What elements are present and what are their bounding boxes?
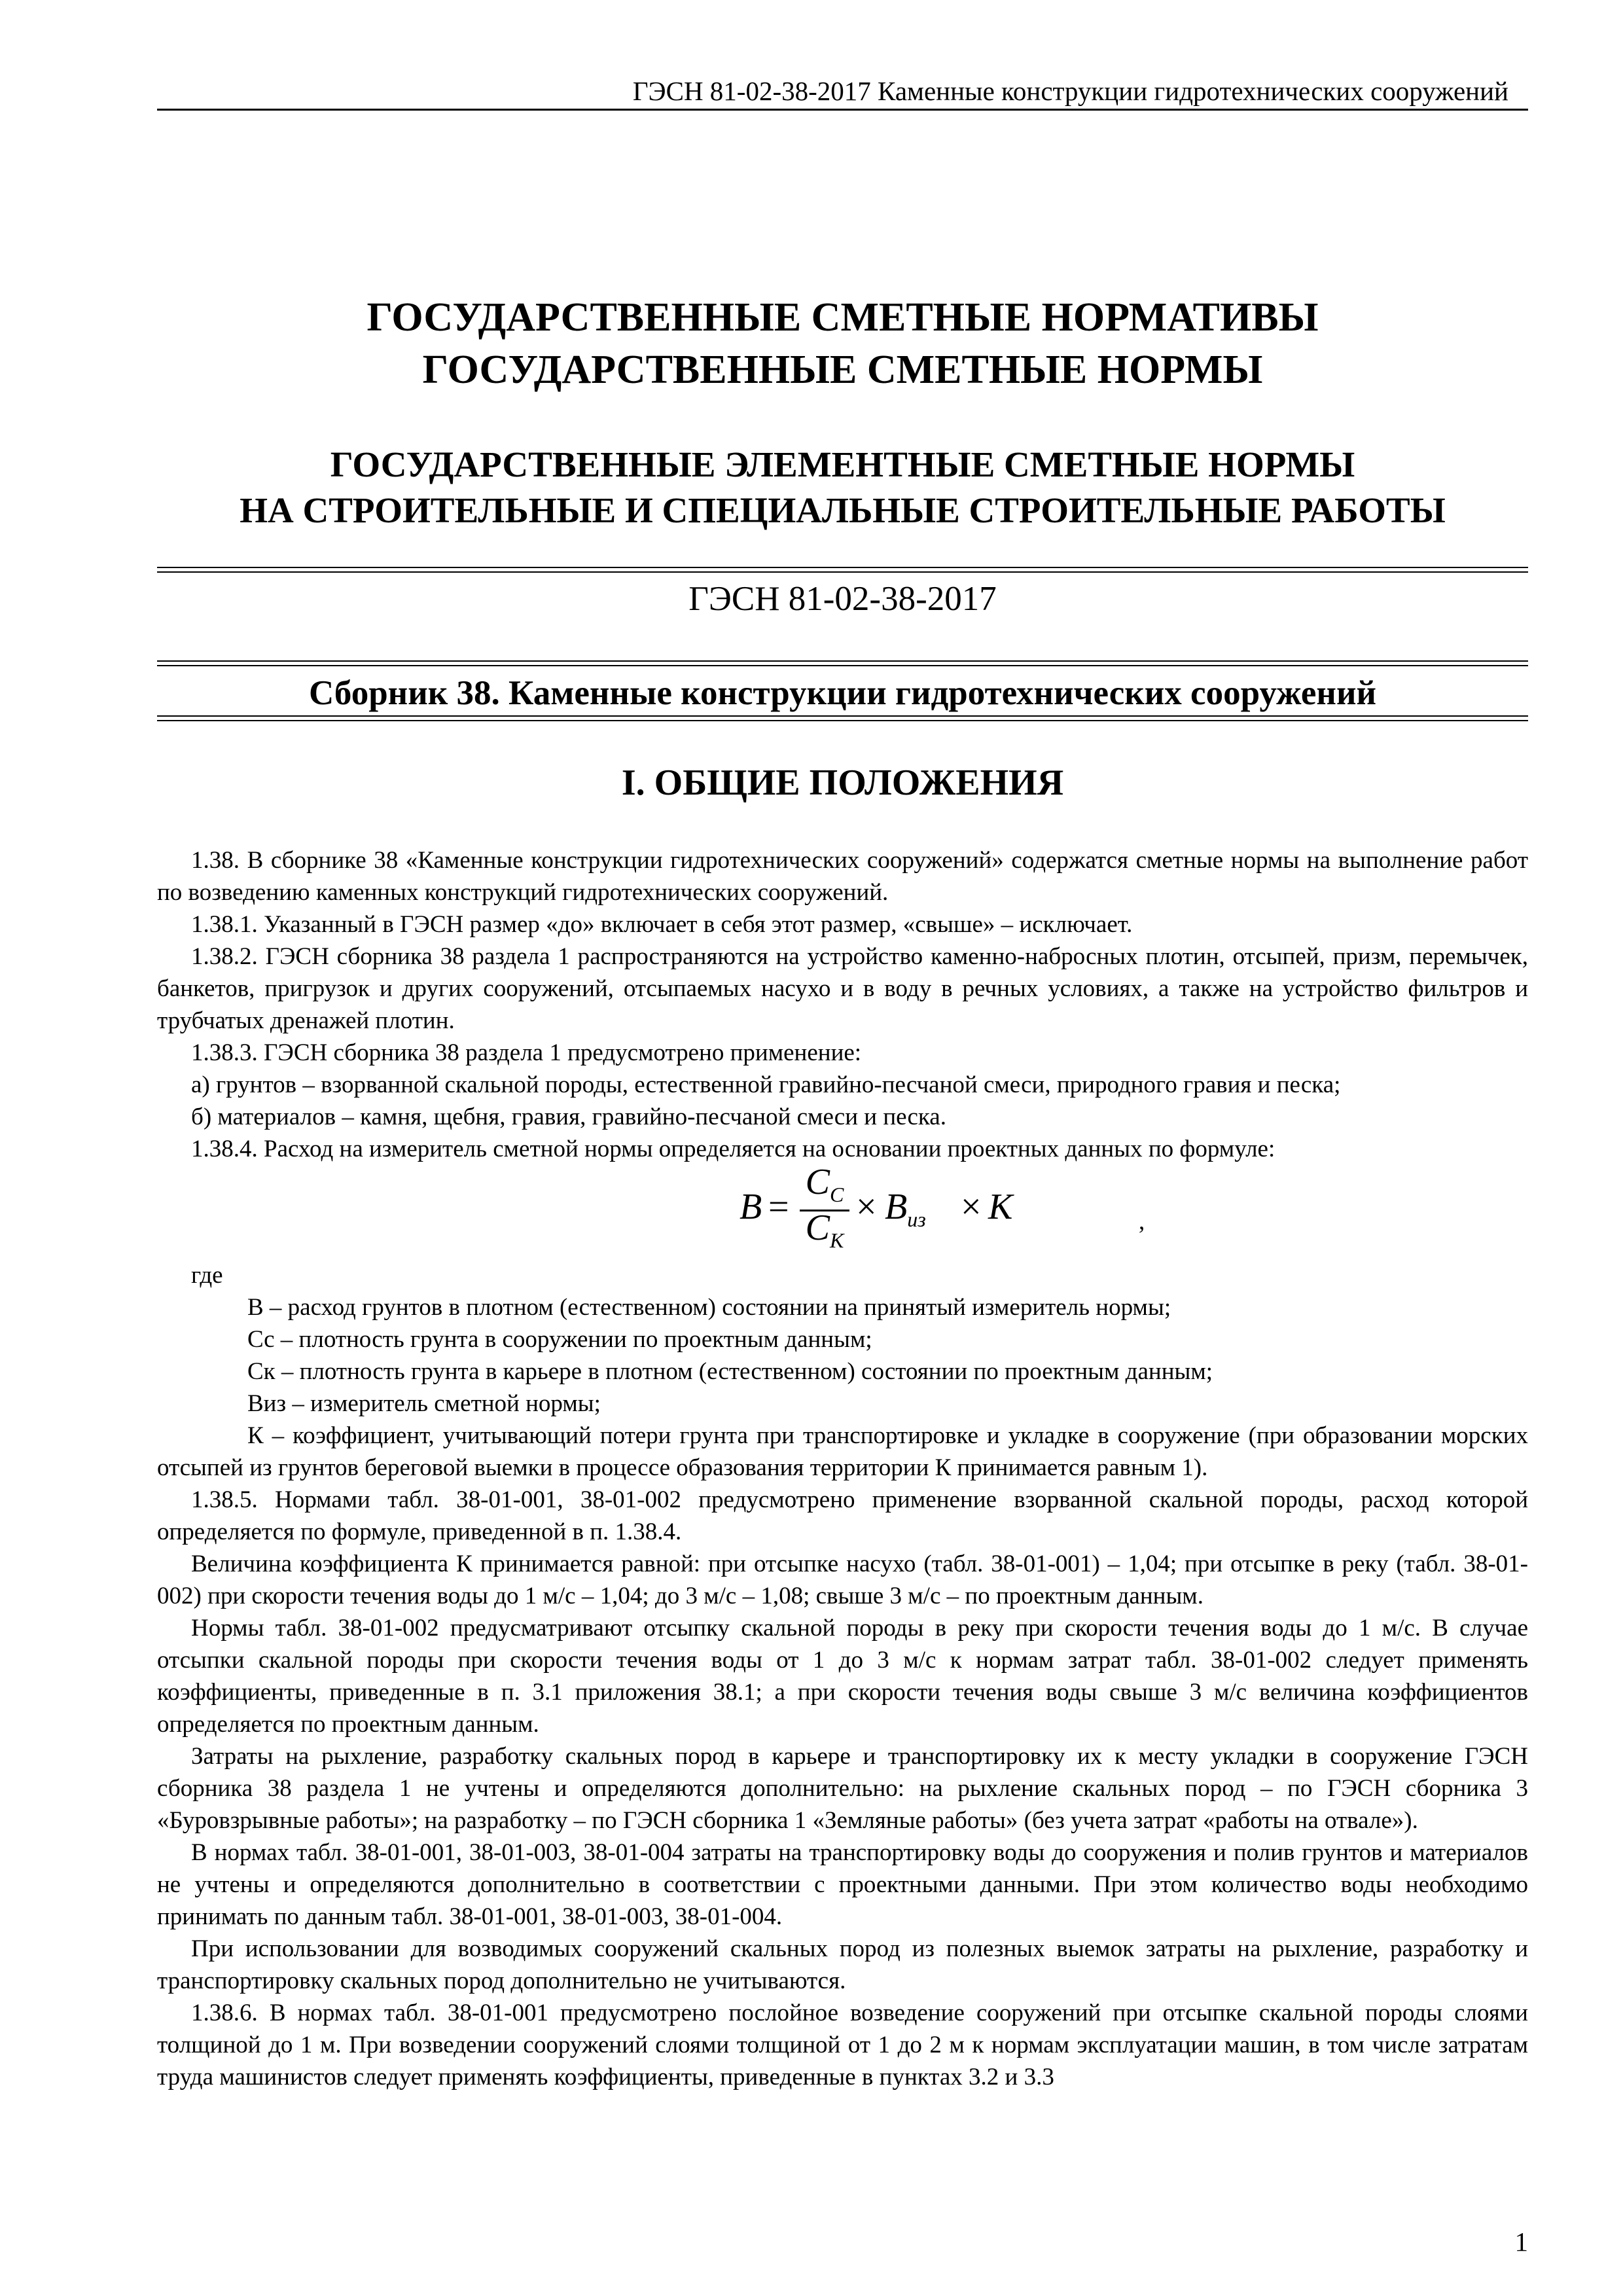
formula: [157, 1162, 1528, 1257]
paragraph-costs: Затраты на рыхление, разработку скальных пород в карьере и транспортировку их к месту укладки в сооружение ГЭСН сборника 38 раздела 1 не учтены и определяются дополнительно: на рыхление скальных пород – по ГЭСН сборника 3 «Буровзрывные работы»; на разработку – по ГЭСН сборника 1 «Земляные работы» (без учета затрат «работы на отвале»).: [157, 1743, 1528, 1834]
paragraph-1-38-1: 1.38.1. Указанный в ГЭСН размер «до» включает в себя этот размер, «свыше» – исключает.: [191, 911, 1133, 938]
formula-lhs: B: [740, 1187, 762, 1227]
definition-ck: Ск – плотность грунта в карьере в плотном (естественном) состоянии по проектным данным;: [247, 1358, 1213, 1385]
paragraph-1-38-3: 1.38.3. ГЭСН сборника 38 раздела 1 предусмотрено применение:: [191, 1039, 862, 1066]
collection-title: Сборник 38. Каменные конструкции гидротехнических сооружений: [308, 674, 1377, 712]
formula-times-1: ×: [856, 1187, 877, 1227]
body-text: [157, 844, 1528, 2093]
paragraph-1-38-5: 1.38.5. Нормами табл. 38-01-001, 38-01-002 предусмотрено применение взорванной скальной породы, расход которой определяется по формуле, приведенной в п. 1.38.4.: [157, 1486, 1528, 1545]
sub-title: [157, 442, 1528, 533]
running-header: ГЭСН 81-02-38-2017 Каменные конструкции гидротехнических сооружений: [632, 76, 1508, 106]
paragraph-1-38-6: 1.38.6. В нормах табл. 38-01-001 предусмотрено послойное возведение сооружений при отсыпке скальной породы слоями толщиной до 1 м. При возведении сооружений слоями толщиной от 1 до 2 м к нормам эксплуатации машин, в том числе затратам труда машинистов следует применять коэффициенты, приведенные в пунктах 3.2 и 3.3: [157, 2000, 1528, 2090]
paragraph-k-values: Величина коэффициента К принимается равной: при отсыпке насухо (табл. 38-01-001) – 1,04; при отсыпке в реку (табл. 38-01-002) при скорости течения воды до 1 м/с – 1,04; до 3 м/с – 1,08; свыше 3 м/с – по проектным данным.: [157, 1551, 1528, 1609]
definition-b: В – расход грунтов в плотном (естественном) состоянии на принятый измеритель нормы;: [247, 1294, 1171, 1321]
paragraph-38-01-002: Нормы табл. 38-01-002 предусматривают отсыпку скальной породы в реку при скорости течения воды до 1 м/с. В случае отсыпки скальной породы при скорости течения воды от 1 до 3 м/с к нормам затрат табл. 38-01-002 следует применять коэффициенты, приведенные в п. 3.1 приложения 38.1; а при скорости течения воды свыше 3 м/с величина коэффициентов определяется по проектным данным.: [157, 1615, 1528, 1738]
paragraph-water: В нормах табл. 38-01-001, 38-01-003, 38-01-004 затраты на транспортировку воды до сооружения и полив грунтов и материалов не учтены и определяются дополнительно в соответствии с проектными данными. При этом количество воды необходимо принимать по данным табл. 38-01-001, 38-01-003, 38-01-004.: [157, 1839, 1528, 1930]
formula-k: K: [988, 1187, 1013, 1227]
definition-biz: Виз – измеритель сметной нормы;: [247, 1390, 601, 1417]
definition-k: К – коэффициент, учитывающий потери грунта при транспортировке и укладке в сооружение (при образовании морских отсыпей из грунтов береговой выемки в процессе образования территории К принимается равным 1).: [157, 1422, 1528, 1481]
header-rule: [157, 109, 1528, 111]
sub-title-line-2: НА СТРОИТЕЛЬНЫЕ И СПЕЦИАЛЬНЫЕ СТРОИТЕЛЬНЫЕ РАБОТЫ: [240, 490, 1446, 530]
formula-expression: [740, 1162, 1145, 1255]
paragraph-useful-excavations: При использовании для возводимых сооружений скальных пород из полезных выемок затраты на рыхление, разработку и транспортировку скальных пород дополнительно не учитываются.: [157, 1935, 1528, 1994]
list-item-a: а) грунтов – взорванной скальной породы, естественной гравийно-песчаной смеси, природного гравия и песка;: [191, 1071, 1341, 1098]
denominator-base: C: [805, 1208, 830, 1248]
page-number: 1: [1514, 2227, 1528, 2257]
formula-denominator: [798, 1208, 851, 1252]
definition-cc: Сс – плотность грунта в сооружении по проектным данным;: [247, 1326, 872, 1353]
document-code: ГЭСН 81-02-38-2017: [688, 580, 997, 618]
paragraph-1-38: 1.38. В сборнике 38 «Каменные конструкции гидротехнических сооружений» содержатся сметные нормы на выполнение работ по возведению каменных конструкций гидротехнических сооружений.: [157, 847, 1528, 906]
sub-title-line-1: ГОСУДАРСТВЕННЫЕ ЭЛЕМЕНТНЫЕ СМЕТНЫЕ НОРМЫ: [330, 444, 1355, 484]
list-item-b: б) материалов – камня, щебня, гравия, гравийно-песчаной смеси и песка.: [191, 1103, 946, 1130]
formula-comma: ,: [1139, 1208, 1145, 1235]
main-title: [157, 291, 1528, 396]
main-title-line-1: ГОСУДАРСТВЕННЫЕ СМЕТНЫЕ НОРМАТИВЫ: [366, 295, 1319, 340]
paragraph-1-38-2: 1.38.2. ГЭСН сборника 38 раздела 1 распространяются на устройство каменно-набросных плотин, отсыпей, призм, перемычек, банкетов, пригрузок и других сооружений, отсыпаемых насухо и в воду в речных условиях, а также на устройство фильтров и трубчатых дренажей плотин.: [157, 943, 1528, 1034]
formula-times-2: ×: [961, 1187, 982, 1227]
formula-equals: =: [768, 1187, 789, 1227]
paragraph-1-38-4: 1.38.4. Расход на измеритель сметной нормы определяется на основании проектных данных по формуле:: [191, 1136, 1275, 1162]
formula-numerator: [798, 1162, 851, 1206]
b-measure-subscript: из: [907, 1208, 926, 1231]
main-title-line-2: ГОСУДАРСТВЕННЫЕ СМЕТНЫЕ НОРМЫ: [422, 348, 1263, 392]
divider-top: [157, 567, 1528, 573]
divider-bottom: [157, 715, 1528, 721]
numerator-base: C: [805, 1162, 830, 1202]
numerator-subscript: C: [830, 1183, 844, 1206]
denominator-subscript: K: [830, 1229, 844, 1252]
formula-b-measure: [885, 1187, 926, 1231]
b-measure-base: B: [885, 1187, 908, 1227]
divider-middle: [157, 660, 1528, 666]
where-label: где: [191, 1262, 223, 1289]
section-heading: I. ОБЩИЕ ПОЛОЖЕНИЯ: [621, 762, 1064, 803]
